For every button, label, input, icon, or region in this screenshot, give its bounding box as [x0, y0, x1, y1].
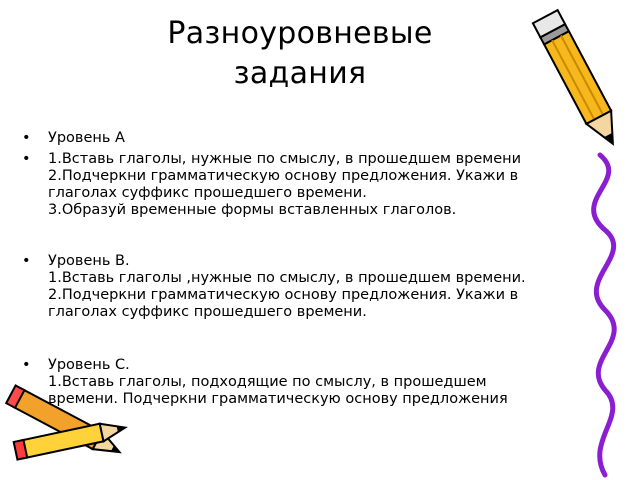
level-a-task-line: 2.Подчеркни грамматическую основу предложения. Укажи в [48, 168, 519, 184]
level-b-task-line: 2.Подчеркни грамматическую основу предложения. Укажи в [48, 287, 519, 303]
slide-title [0, 14, 600, 94]
level-c-task-line: 1.Вставь глаголы, подходящие по смыслу, в прошедшем [48, 374, 487, 390]
squiggle-decoration [560, 150, 640, 480]
pencils-icon [0, 378, 140, 480]
level-b-task-line: глаголах суффикс прошедшего времени. [48, 304, 367, 320]
bullet-icon: • [22, 253, 31, 269]
bullet-icon: • [22, 357, 31, 373]
level-b-header: Уровень В. [48, 253, 130, 269]
pencil-icon [530, 2, 630, 162]
bullet-icon: • [22, 151, 31, 167]
level-a-task-line: 3.Образуй временные формы вставленных глаголов. [48, 202, 457, 218]
tasks-list [22, 130, 622, 408]
level-c-task-line: времени. Подчеркни грамматическую основу предложения [48, 391, 508, 407]
list-item-level-b [22, 253, 622, 321]
level-a-header: Уровень А [48, 130, 125, 146]
title-line-1: Разноуровневые [167, 16, 433, 51]
level-b-task-line: 1.Вставь глаголы ,нужные по смыслу, в прошедшем времени. [48, 270, 526, 286]
title-line-2: задания [233, 56, 367, 91]
level-a-task-line: 1.Вставь глаголы, нужные по смыслу, в прошедшем времени [48, 151, 522, 167]
level-a-task-line: глаголах суффикс прошедшего времени. [48, 185, 367, 201]
level-c-header: Уровень С. [48, 357, 130, 373]
bullet-icon: • [22, 130, 31, 146]
